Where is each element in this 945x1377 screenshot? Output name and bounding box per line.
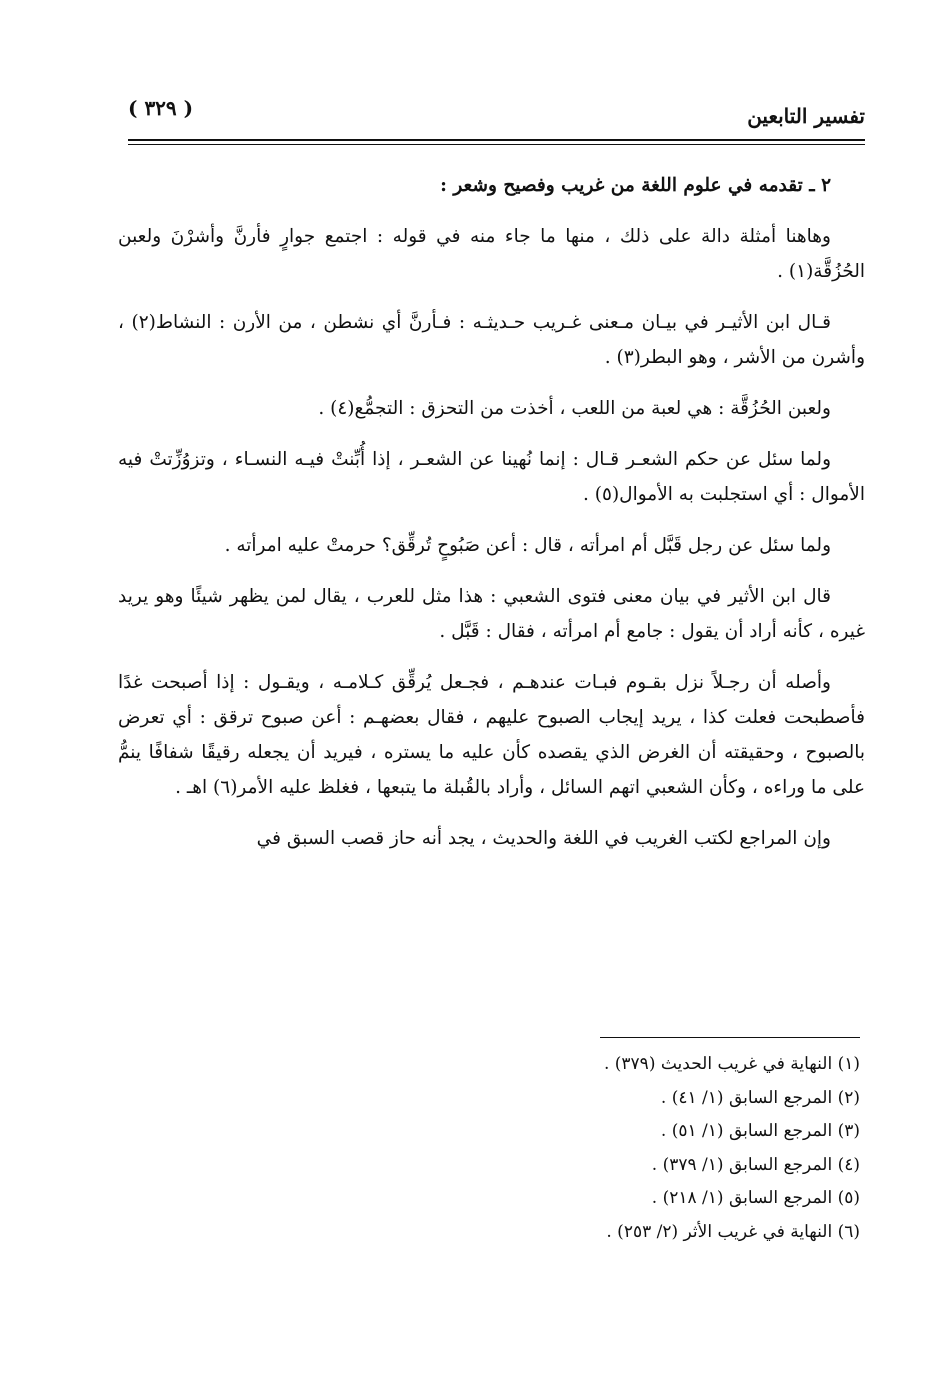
section-heading: ٢ ـ تقدمه في علوم اللغة من غريب وفصيح وشعر :: [440, 175, 831, 196]
paragraph: وأصله أن رجـلاً نزل بقـوم فبـات عندهـم ، فجـعل يُرقِّق كـلامـه ، ويقـول : إذا أصبحت غدًا فأصطبحت فعلت كذا ، يريد إيجاب الصبوح عليهم ، فقال بعضهـم : أعن صبوح ترقق : أي تعرض بالصبوح ، وحقيقته أن الغرض الذي يقصده كأن عليه ما يستره ، فيريد أن يجعله رقيقًا شفافًا ينمُّ على ما وراءه ، وكأن الشعبي اتهم السائل ، وأراد بالقُبلة ما يتبعها ، فغلظ عليه الأمر(٦) اهـ .: [118, 672, 865, 798]
paragraph: ولما سئل عن رجل قَبَّل أم امرأته ، قال : أعن صَبُوحٍ تُرقِّق؟ حرمتْ عليه امرأته .: [224, 535, 831, 556]
paragraph: قال ابن الأثير في بيان معنى فتوى الشعبي : هذا مثل للعرب ، يقال لمن يظهر شيئًا وهو يريد غيره ، كأنه أراد أن يقول : جامع أم امرأته ، فقال : قَبَّل .: [118, 586, 865, 642]
paragraph: قـال ابن الأثيـر في بيـان مـعنى غـريب حـديثـه : فـأرنَّ أي نشطن ، من الأرن : النشاط(٢) ، وأشرن من الأشر ، وهو البطر(٣) .: [118, 312, 865, 368]
header-rule-thick: [128, 139, 865, 141]
header-rule-thin: [128, 144, 865, 145]
footnote: (٣) المرجع السابق (١/ ٥١) .: [660, 1121, 860, 1141]
main-text: [118, 168, 865, 872]
running-header: [128, 92, 865, 132]
footnote: (٢) المرجع السابق (١/ ٤١) .: [660, 1087, 860, 1108]
footnote: (٥) المرجع السابق (١/ ٢١٨) .: [651, 1188, 860, 1208]
paragraph: وهاهنا أمثلة دالة على ذلك ، منها ما جاء منه في قوله : اجتمع جوارٍ فأرنَّ وأشرْنَ ولعبن الحُزُقَّة(١) .: [118, 226, 865, 282]
footnotes: [300, 1048, 860, 1249]
running-header-title: تفسير التابعين: [747, 104, 865, 128]
paragraph: ولعبن الحُزُقَّة : هي لعبة من اللعب ، أخذت من التحزق : التجمُّع(٤) .: [318, 398, 831, 419]
footnote: (٦) النهاية في غريب الأثر (٢/ ٢٥٣) .: [606, 1221, 860, 1242]
footnote-separator: [600, 1037, 860, 1038]
paragraph: ولما سئل عن حكم الشعـر قـال : إنما نُهينا عن الشعـر ، إذا أُبِّنتْ فيـه النسـاء ، وتزوُزِّتتْ فيه الأموال : أي استجلبت به الأموال(٥) .: [118, 449, 865, 505]
paragraph: وإن المراجع لكتب الغريب في اللغة والحديث ، يجد أنه حاز قصب السبق في: [256, 828, 831, 849]
footnote: (٤) المرجع السابق (١/ ٣٧٩) .: [651, 1154, 860, 1175]
footnote: (١) النهاية في غريب الحديث (٣٧٩) .: [603, 1054, 860, 1074]
page-number: ( ٣٢٩ ): [128, 96, 194, 120]
